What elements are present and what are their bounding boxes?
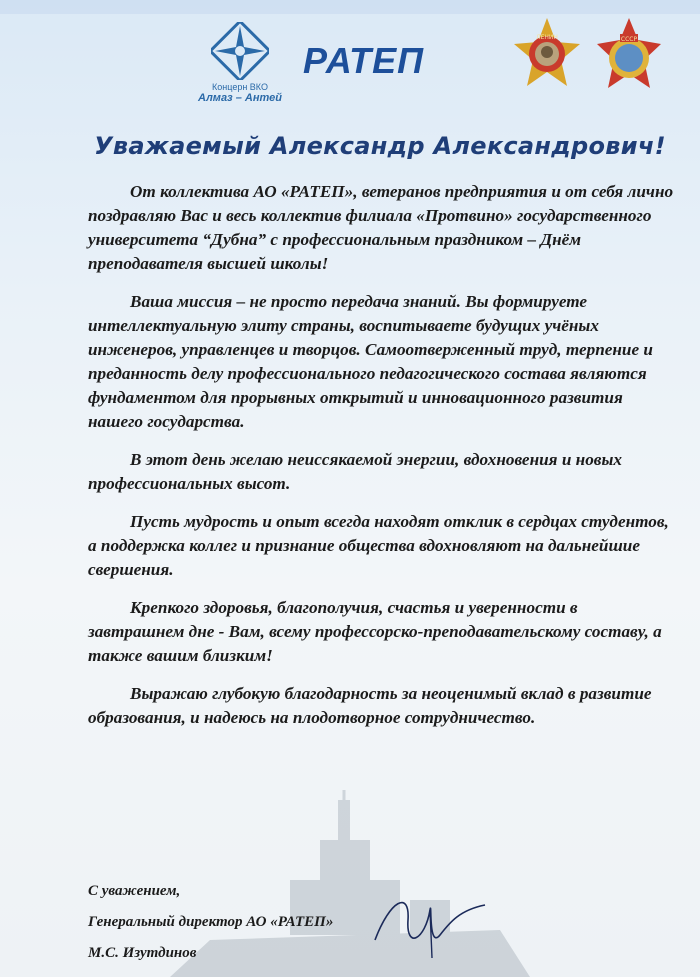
signer-name: М.С. Изутдинов xyxy=(88,945,197,961)
order1-label: ЛЕНИН xyxy=(536,34,558,41)
letter-body xyxy=(88,180,678,744)
signer-position: Генеральный директор АО «РАТЕП» xyxy=(88,914,334,930)
signature-block xyxy=(88,876,608,969)
paragraph: Ваша миссия – не просто передача знаний. Вы формируете интеллектуальную элиту страны, воспитываете будущих учёных инженеров, управленцев и творцов. Самоотверженный труд, терпение и преданность делу профессионального педагогического состава являются фундаментом для прорывных открытий и инновационного развития нашего государства. xyxy=(88,292,653,431)
concern-name: Концерн ВКО xyxy=(212,82,268,92)
ratep-logo-text: РАТЕП xyxy=(303,40,424,81)
order-of-lenin-icon xyxy=(512,16,582,98)
paragraph: От коллектива АО «РАТЕП», ветеранов предприятия и от себя лично поздравляю Вас и весь коллектив филиала «Протвино» государственного университета “Дубна” с профессиональным праздником – Днём преподавателя высшей школы! xyxy=(88,182,674,273)
concern-star-icon xyxy=(211,22,269,80)
letter-salutation: Уважаемый Александр Александрович! xyxy=(94,132,666,160)
concern-brand: Алмаз – Антей xyxy=(198,92,282,104)
closing: С уважением, xyxy=(88,883,181,899)
order2-label: СССР xyxy=(620,36,638,43)
concern-logo xyxy=(195,22,285,112)
paragraph: Крепкого здоровья, благополучия, счастья и уверенности в завтрашнем дне - Вам, всему профессорско-преподавательскому составу, а также вашим близким! xyxy=(88,598,662,665)
letterhead xyxy=(0,0,700,120)
ratep-logo xyxy=(303,40,493,90)
paragraph: Пусть мудрость и опыт всегда находят отклик в сердцах студентов, а поддержка коллег и признание общества вдохновляют на дальнейшие свершения. xyxy=(88,512,669,579)
paragraph: Выражаю глубокую благодарность за неоценимый вклад в развитие образования, и надеюсь на плодотворное сотрудничество. xyxy=(88,684,652,727)
order-ussr-icon xyxy=(594,16,664,98)
handwritten-signature xyxy=(370,880,490,960)
paragraph: В этот день желаю неиссякаемой энергии, вдохновения и новых профессиональных высот. xyxy=(88,450,623,493)
